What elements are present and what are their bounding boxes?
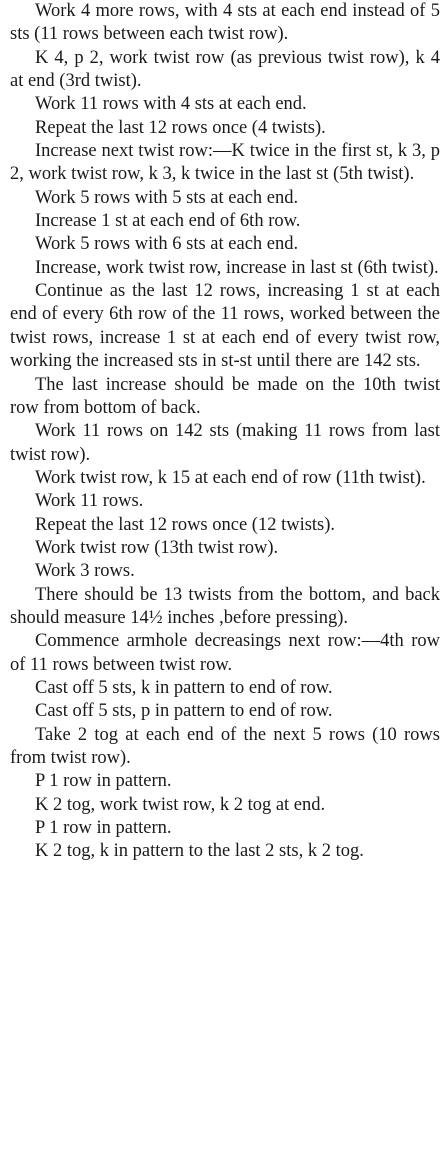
paragraph: There should be 13 twists from the bottom, and back should measure 14½ inches ,before pressing). xyxy=(10,584,440,628)
paragraph: Increase 1 st at each end of 6th row. xyxy=(35,211,301,232)
paragraph: Work 3 rows. xyxy=(35,561,135,582)
paragraph: Repeat the last 12 rows once (12 twists). xyxy=(35,514,336,535)
paragraph: Continue as the last 12 rows, increasing 1 st at each end of every 6th row of the 11 rows, worked between the twist rows, increase 1 st at each end of every twist row, working the increased sts in st-st until there are 142 sts. xyxy=(10,281,440,372)
paragraph: K 2 tog, k in pattern to the last 2 sts, k 2 tog. xyxy=(35,841,364,862)
paragraph: K 2 tog, work twist row, k 2 tog at end. xyxy=(35,794,326,815)
paragraph: The last increase should be made on the 10th twist row from bottom of back. xyxy=(10,374,440,418)
paragraph: Commence armhole decreasings next row:—4th row of 11 rows between twist row. xyxy=(10,631,440,675)
paragraph: Work 5 rows with 5 sts at each end. xyxy=(35,187,299,208)
paragraph: Cast off 5 sts, k in pattern to end of row. xyxy=(35,677,333,698)
paragraph: Work twist row, k 15 at each end of row (11th twist). xyxy=(35,467,426,488)
paragraph: Work 11 rows. xyxy=(35,491,144,512)
paragraph: P 1 row in pattern. xyxy=(35,771,172,792)
paragraph: Increase, work twist row, increase in last st (6th twist). xyxy=(35,257,439,278)
paragraph: Work 4 more rows, with 4 sts at each end instead of 5 sts (11 rows between each twist row). xyxy=(10,1,440,45)
paragraph: Work 11 rows on 142 sts (making 11 rows from last twist row). xyxy=(10,421,440,465)
paragraph: Repeat the last 12 rows once (4 twists). xyxy=(35,117,326,138)
paragraph: Work 11 rows with 4 sts at each end. xyxy=(35,94,307,115)
paragraph: Work 5 rows with 6 sts at each end. xyxy=(35,234,299,255)
paragraph: K 4, p 2, work twist row (as previous twist row), k 4 at end (3rd twist). xyxy=(10,47,440,92)
paragraph: Increase next twist row:—K twice in the first st, k 3, p 2, work twist row, k 3, k twice in the last st (5th twist). xyxy=(10,141,440,185)
paragraph: Work twist row (13th twist row). xyxy=(35,537,279,558)
paragraph: Take 2 tog at each end of the next 5 rows (10 rows from twist row). xyxy=(10,724,440,768)
paragraph: Cast off 5 sts, p in pattern to end of row. xyxy=(35,701,333,722)
paragraph: P 1 row in pattern. xyxy=(35,818,172,839)
